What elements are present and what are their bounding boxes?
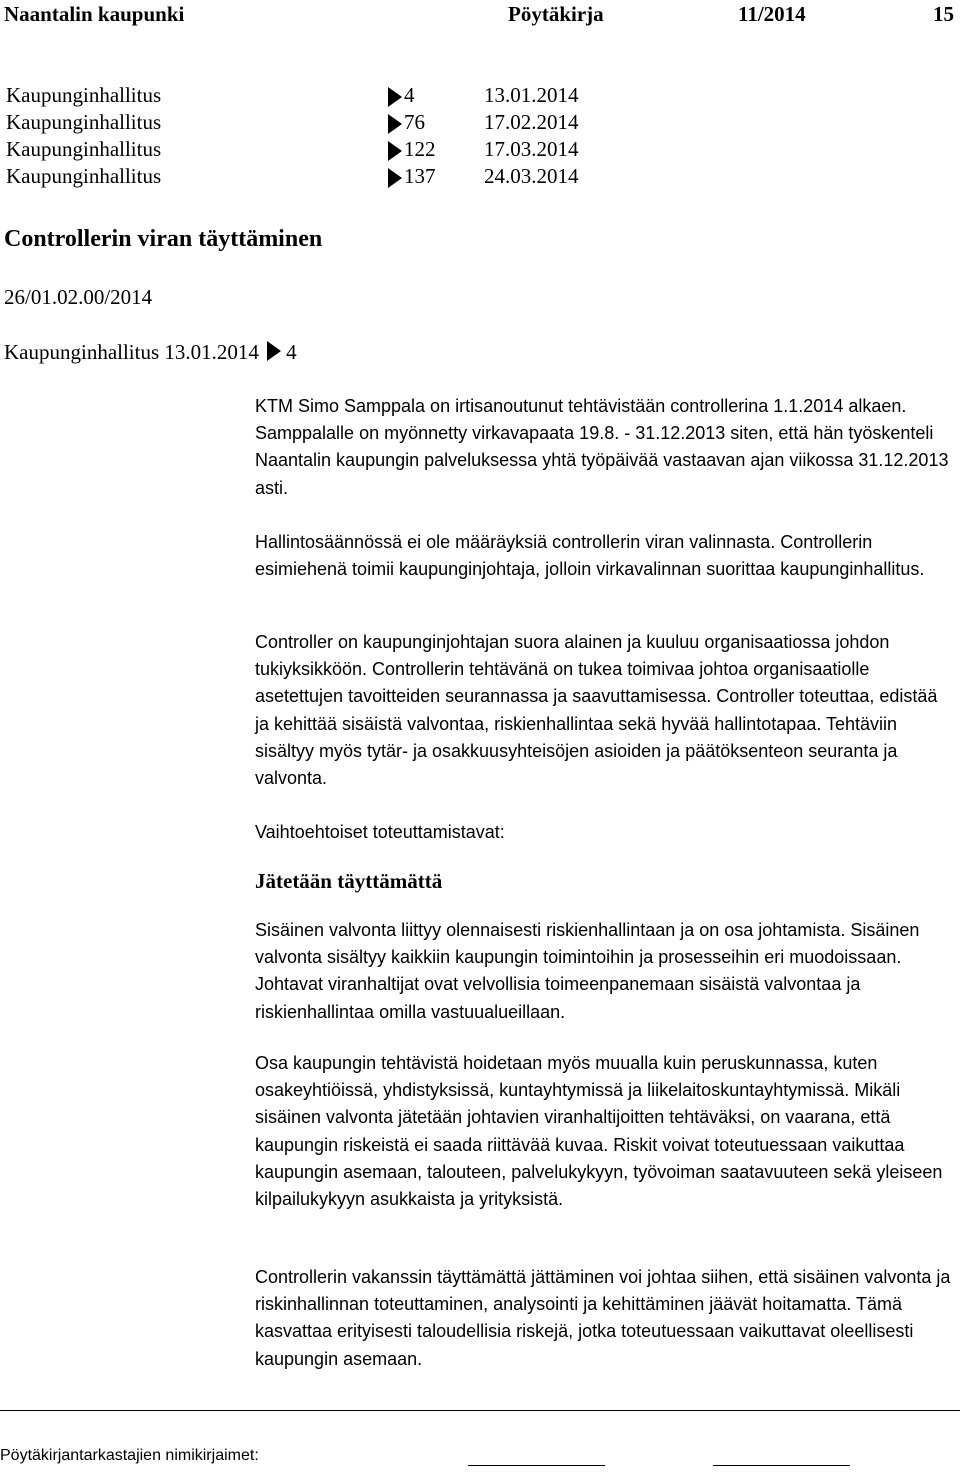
subheading xyxy=(255,868,955,895)
paragraph-text: Controllerin vakanssin täyttämättä jättäminen voi johtaa siihen, että sisäinen valvonta ja riskinhallinnan toteuttaminen, analysointi ja kehittäminen jäävät hoitamatta. Tämä kasvattaa erityisesti taloudellisia riskejä, jotka toteutuessaan vaikuttavat oleellisesti kaupungin asemaan. xyxy=(255,1267,951,1369)
header-doc-type: Pöytäkirja xyxy=(508,2,604,26)
subheading-text: Jätetään täyttämättä xyxy=(255,869,443,893)
meeting-body: Kaupunginhallitus xyxy=(6,110,162,134)
section-title: Controllerin viran täyttäminen xyxy=(4,226,323,252)
meeting-date: 24.03.2014 xyxy=(484,164,579,188)
paragraph xyxy=(255,819,955,846)
meeting-row xyxy=(6,83,706,110)
header-city: Naantalin kaupunki xyxy=(4,2,185,26)
meeting-body: Kaupunginhallitus xyxy=(6,83,162,107)
meeting-number: 122 xyxy=(404,137,436,161)
arrow-icon xyxy=(267,341,281,361)
meeting-row xyxy=(6,164,706,191)
arrow-icon xyxy=(388,141,402,161)
paragraph xyxy=(255,1264,955,1373)
meeting-number: 76 xyxy=(404,110,425,134)
paragraph-text: KTM Simo Samppala on irtisanoutunut tehtävistään controllerina 1.1.2014 alkaen. Samppalalle on myönnetty virkavapaata 19.8. - 31.12.2013 siten, että hän työskenteli Naantalin kaupungin palveluksessa yhtä työpäivää vastaavan ajan viikossa 31.12.2013 asti. xyxy=(255,396,949,498)
paragraph xyxy=(255,917,955,1026)
arrow-icon xyxy=(388,168,402,188)
arrow-icon xyxy=(388,87,402,107)
meeting-date: 17.03.2014 xyxy=(484,137,579,161)
meeting-body: Kaupunginhallitus xyxy=(6,164,162,188)
signature-line xyxy=(713,1465,850,1466)
sub-meeting-label: Kaupunginhallitus 13.01.2014 xyxy=(4,340,259,364)
paragraph xyxy=(255,629,955,792)
arrow-icon xyxy=(388,114,402,134)
footer-divider xyxy=(0,1410,960,1411)
signature-line xyxy=(468,1465,605,1466)
page-header xyxy=(0,0,960,32)
sub-meeting-number: 4 xyxy=(286,340,297,364)
sub-meeting xyxy=(4,340,297,365)
paragraph xyxy=(255,529,955,583)
paragraph-text: Vaihtoehtoiset toteuttamistavat: xyxy=(255,822,505,842)
paragraph-text: Sisäinen valvonta liittyy olennaisesti riskienhallintaan ja on osa johtamista. Sisäinen valvonta sisältyy kaikkiin kaupungin toimintoihin ja prosesseihin eri muodoissaan. Johtavat viranhaltijat ovat velvollisia toimeenpanemaan sisäistä valvontaa ja riskienhallintaa omilla vastuualueillaan. xyxy=(255,920,920,1022)
meeting-row xyxy=(6,137,706,164)
meeting-date: 17.02.2014 xyxy=(484,110,579,134)
signature-label: Pöytäkirjantarkastajien nimikirjaimet: xyxy=(0,1447,259,1464)
paragraph-text: Hallintosäännössä ei ole määräyksiä controllerin viran valinnasta. Controllerin esimiehenä toimii kaupunginjohtaja, jolloin virkavalinnan suorittaa kaupunginhallitus. xyxy=(255,532,925,580)
header-doc-number: 11/2014 xyxy=(738,2,806,26)
meeting-number: 137 xyxy=(404,164,436,188)
meeting-row xyxy=(6,110,706,137)
record-number: 26/01.02.00/2014 xyxy=(4,285,153,309)
meeting-number: 4 xyxy=(404,83,415,107)
paragraph-text: Controller on kaupunginjohtajan suora alainen ja kuuluu organisaatiossa johdon tukiyksikköön. Controllerin tehtävänä on tukea toimivaa johtoa organisaatiolle asetettujen tavoitteiden seurannassa ja saavuttamisessa. Controller toteuttaa, edistää ja kehittää sisäistä valvontaa, riskienhallintaa sekä hyvää hallintotapaa. Tehtäviin sisältyy myös tytär- ja osakkuusyhteisöjen asioiden ja päätöksenteon seuranta ja valvonta. xyxy=(255,632,938,789)
meeting-date: 13.01.2014 xyxy=(484,83,579,107)
paragraph-text: Osa kaupungin tehtävistä hoidetaan myös muualla kuin peruskunnassa, kuten osakeyhtiöissä, yhdistyksissä, kuntayhtymissä ja liikelaitoskuntayhtymissä. Mikäli sisäinen valvonta jätetään johtavien viranhaltijoitten tehtäväksi, on vaarana, että kaupungin riskeistä ei saada riittävää kuvaa. Riskit voivat toteutuessaan vaikuttaa kaupungin asemaan, talouteen, palvelukykyyn, työvoiman saatavuuteen sekä yleiseen kilpailukykyyn asukkaista ja yrityksistä. xyxy=(255,1053,943,1210)
paragraph xyxy=(255,393,955,502)
header-page-number: 15 xyxy=(933,2,954,26)
meeting-body: Kaupunginhallitus xyxy=(6,137,162,161)
paragraph xyxy=(255,1050,955,1213)
